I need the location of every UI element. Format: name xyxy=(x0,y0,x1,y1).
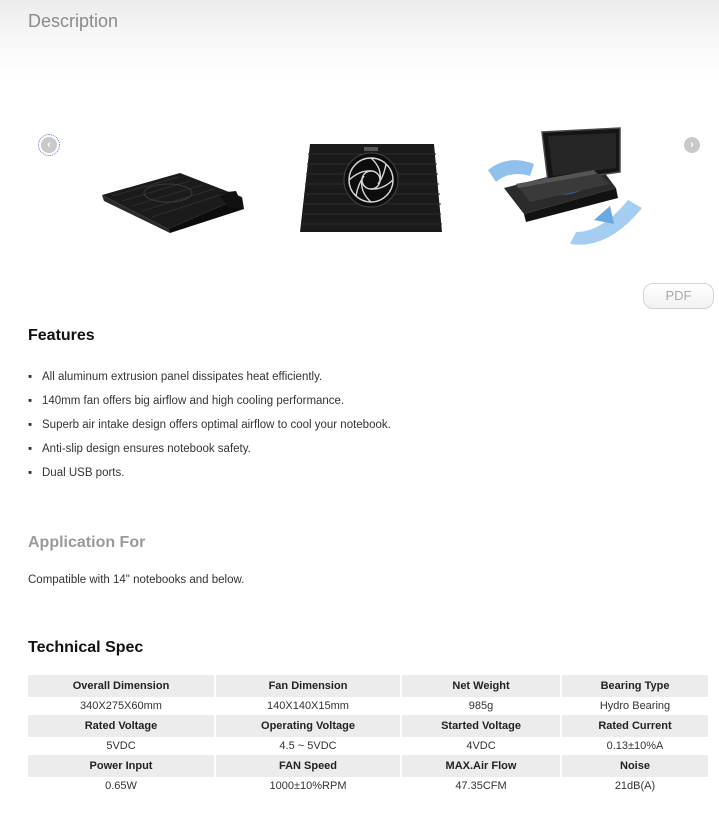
feature-item xyxy=(28,369,391,393)
spec-header-cell: Fan Dimension xyxy=(216,675,402,697)
spec-value-cell: 340X275X60mm xyxy=(28,697,216,715)
product-image-top[interactable] xyxy=(298,142,444,234)
spec-value-cell: 0.65W xyxy=(28,777,216,795)
spec-value-cell: Hydro Bearing xyxy=(562,697,708,715)
chevron-right-icon: › xyxy=(690,139,694,151)
pdf-button[interactable]: PDF xyxy=(643,283,714,309)
spec-value-row xyxy=(28,737,708,755)
spec-value-row xyxy=(28,697,708,715)
bullet-icon: ▪ xyxy=(28,419,33,431)
product-image-laptop-airflow[interactable] xyxy=(486,124,656,252)
feature-text: Dual USB ports. xyxy=(42,467,125,479)
feature-text: Superb air intake design offers optimal airflow to cool your notebook. xyxy=(42,419,391,431)
bullet-icon: ▪ xyxy=(28,371,33,383)
spec-table xyxy=(28,675,708,795)
application-title: Application For xyxy=(28,534,146,551)
spec-value-cell: 1000±10%RPM xyxy=(216,777,402,795)
spec-header-cell: Noise xyxy=(562,755,708,777)
spec-header-cell: Bearing Type xyxy=(562,675,708,697)
bullet-icon: ▪ xyxy=(28,467,33,479)
chevron-left-icon: ‹ xyxy=(47,139,51,151)
description-header xyxy=(0,0,719,80)
product-image-side[interactable] xyxy=(98,163,246,237)
spec-value-cell: 4.5 ~ 5VDC xyxy=(216,737,402,755)
spec-header-row xyxy=(28,675,708,697)
bullet-icon: ▪ xyxy=(28,443,33,455)
spec-value-cell: 985g xyxy=(402,697,562,715)
spec-value-cell: 140X140X15mm xyxy=(216,697,402,715)
spec-header-cell: Started Voltage xyxy=(402,715,562,737)
spec-value-cell: 47.35CFM xyxy=(402,777,562,795)
feature-list xyxy=(28,369,391,489)
feature-item xyxy=(28,393,391,417)
spec-header-cell: MAX.Air Flow xyxy=(402,755,562,777)
description-title: Description xyxy=(28,11,119,31)
features-title: Features xyxy=(28,327,95,344)
spec-header-cell: Power Input xyxy=(28,755,216,777)
spec-header-cell: Net Weight xyxy=(402,675,562,697)
spec-value-cell: 0.13±10%A xyxy=(562,737,708,755)
feature-item xyxy=(28,441,391,465)
spec-value-cell: 4VDC xyxy=(402,737,562,755)
feature-item xyxy=(28,417,391,441)
spec-value-row xyxy=(28,777,708,795)
spec-header-cell: FAN Speed xyxy=(216,755,402,777)
feature-text: 140mm fan offers big airflow and high cooling performance. xyxy=(42,395,345,407)
spec-header-cell: Rated Voltage xyxy=(28,715,216,737)
application-text: Compatible with 14" notebooks and below. xyxy=(28,574,245,586)
spec-header-cell: Operating Voltage xyxy=(216,715,402,737)
bullet-icon: ▪ xyxy=(28,395,33,407)
spec-value-cell: 21dB(A) xyxy=(562,777,708,795)
technical-spec-title: Technical Spec xyxy=(28,639,144,656)
spec-header-cell: Overall Dimension xyxy=(28,675,216,697)
spec-header-row xyxy=(28,755,708,777)
spec-header-row xyxy=(28,715,708,737)
carousel-next-button[interactable] xyxy=(684,137,700,153)
spec-header-cell: Rated Current xyxy=(562,715,708,737)
feature-text: Anti-slip design ensures notebook safety. xyxy=(42,443,251,455)
carousel-prev-button[interactable] xyxy=(41,137,57,153)
feature-item xyxy=(28,465,391,489)
spec-value-cell: 5VDC xyxy=(28,737,216,755)
feature-text: All aluminum extrusion panel dissipates heat efficiently. xyxy=(42,371,323,383)
